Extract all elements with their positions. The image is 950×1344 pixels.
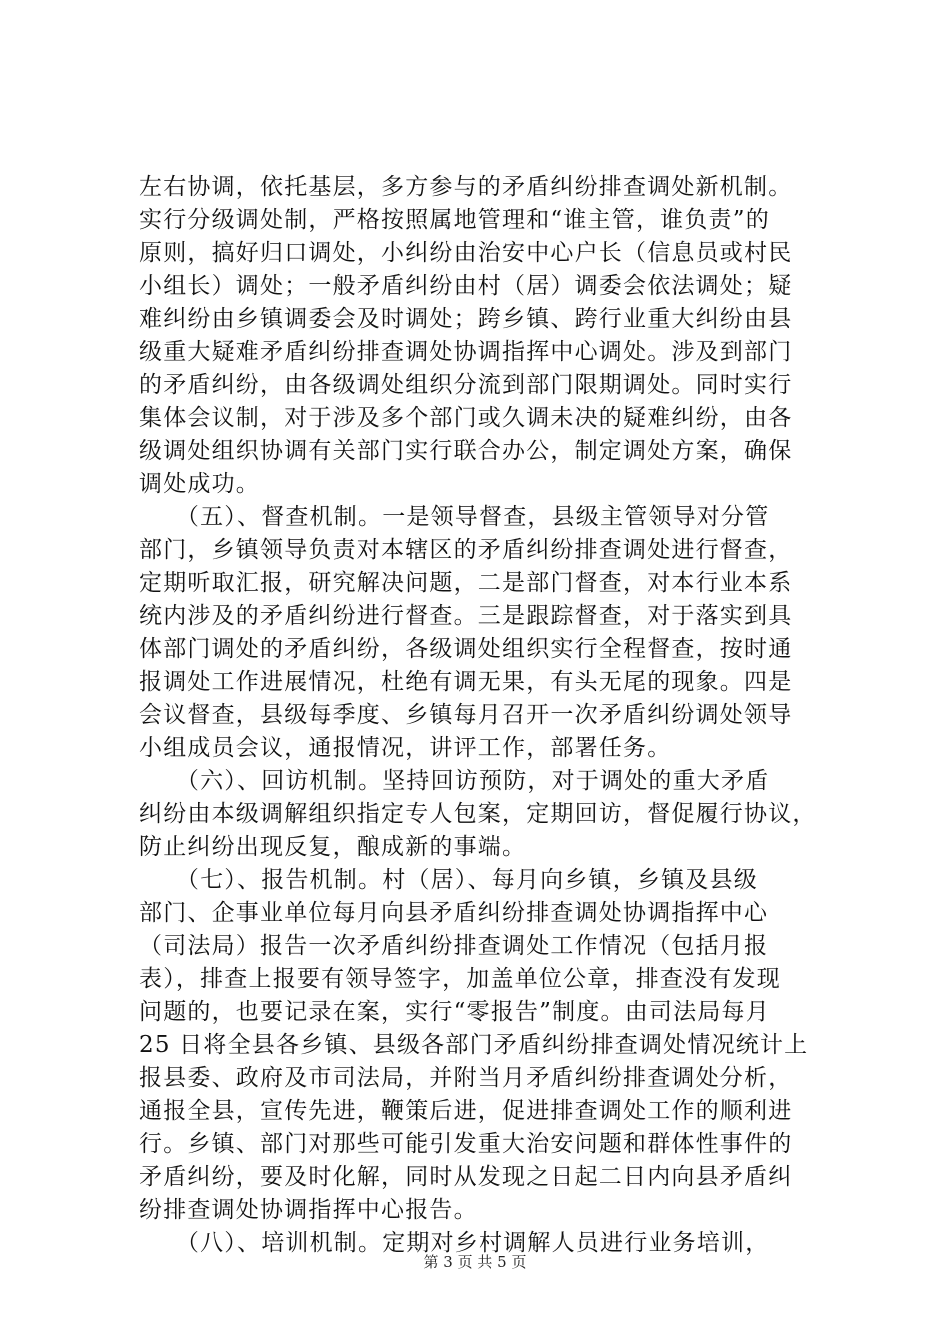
page-footer bbox=[0, 1252, 950, 1272]
text-line: （司法局）报告一次矛盾纠纷排查调处工作情况（包括月报 bbox=[139, 933, 769, 959]
text-line: 矛盾纠纷，要及时化解，同时从发现之日起二日内向县矛盾纠 bbox=[139, 1164, 793, 1190]
text-line: 防止纠纷出现反复，酿成新的事端。 bbox=[139, 834, 527, 860]
text-line: 级调处组织协调有关部门实行联合办公，制定调处方案，确保 bbox=[139, 438, 793, 464]
text-line: 纠纷由本级调解组织指定专人包案，定期回访，督促履行协议， bbox=[139, 801, 817, 827]
text-line: 级重大疑难矛盾纠纷排查调处协调指挥中心调处。涉及到部门 bbox=[139, 339, 793, 365]
page-number-label: 第 3 页 共 5 页 bbox=[423, 1253, 527, 1271]
text-line: 难纠纷由乡镇调委会及时调处；跨乡镇、跨行业重大纠纷由县 bbox=[139, 306, 793, 332]
text-line: 统内涉及的矛盾纠纷进行督查。三是跟踪督查，对于落实到具 bbox=[139, 603, 793, 629]
document-body bbox=[139, 171, 829, 1260]
text-line: 25 日将全县各乡镇、县级各部门矛盾纠纷排查调处情况统计上 bbox=[139, 1032, 809, 1058]
text-line: 体部门调处的矛盾纠纷，各级调处组织实行全程督查，按时通 bbox=[139, 636, 793, 662]
text-line: 会议督查，县级每季度、乡镇每月召开一次矛盾纠纷调处领导 bbox=[139, 702, 793, 728]
text-line: 行。乡镇、部门对那些可能引发重大治安问题和群体性事件的 bbox=[139, 1131, 793, 1157]
text-line: 表），排查上报要有领导签字，加盖单位公章，排查没有发现 bbox=[139, 966, 781, 992]
text-line: （八）、培训机制。定期对乡村调解人员进行业务培训， bbox=[139, 1230, 770, 1256]
text-line: 通报全县，宣传先进，鞭策后进，促进排查调处工作的顺利进 bbox=[139, 1098, 793, 1124]
text-line: 集体会议制，对于涉及多个部门或久调未决的疑难纠纷，由各 bbox=[139, 405, 793, 431]
text-line: 部门，乡镇领导负责对本辖区的矛盾纠纷排查调处进行督查， bbox=[139, 537, 793, 563]
text-line: 问题的，也要记录在案，实行“零报告”制度。由司法局每月 bbox=[139, 999, 770, 1025]
text-line: 报县委、政府及市司法局，并附当月矛盾纠纷排查调处分析， bbox=[139, 1065, 793, 1091]
text-line: 的矛盾纠纷，由各级调处组织分流到部门限期调处。同时实行 bbox=[139, 372, 793, 398]
text-line: 小组长）调处；一般矛盾纠纷由村（居）调委会依法调处；疑 bbox=[139, 273, 793, 299]
text-line: 定期听取汇报，研究解决问题，二是部门督查，对本行业本系 bbox=[139, 570, 793, 596]
text-line: 原则，搞好归口调处，小纠纷由治安中心户长（信息员或村民 bbox=[139, 240, 793, 266]
text-line: 左右协调，依托基层，多方参与的矛盾纠纷排查调处新机制。 bbox=[139, 174, 793, 200]
text-line: 实行分级调处制，严格按照属地管理和“谁主管，谁负责”的 bbox=[139, 207, 770, 233]
text-line: （五）、督查机制。一是领导督查，县级主管领导对分管 bbox=[139, 504, 770, 530]
text-line: （七）、报告机制。村（居）、每月向乡镇，乡镇及县级 bbox=[139, 867, 758, 893]
text-line: 小组成员会议，通报情况，讲评工作，部署任务。 bbox=[139, 735, 672, 761]
text-line: 报调处工作进展情况，杜绝有调无果，有头无尾的现象。四是 bbox=[139, 669, 793, 695]
text-line: （六）、回访机制。坚持回访预防，对于调处的重大矛盾 bbox=[139, 768, 770, 794]
text-line: 纷排查调处协调指挥中心报告。 bbox=[139, 1197, 478, 1223]
text-line: 调处成功。 bbox=[139, 471, 260, 497]
text-line: 部门、企事业单位每月向县矛盾纠纷排查调处协调指挥中心 bbox=[139, 900, 769, 926]
